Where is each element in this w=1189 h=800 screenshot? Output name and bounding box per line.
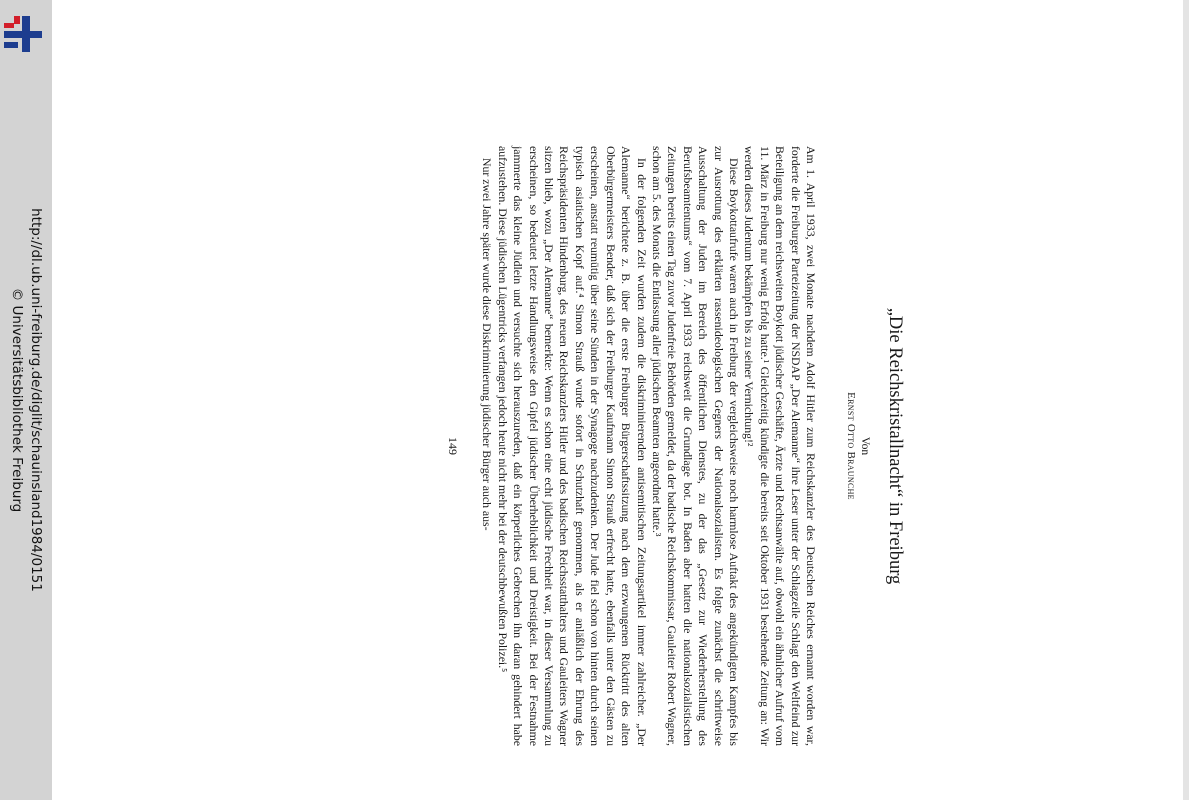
author-prefix: Von bbox=[859, 436, 871, 456]
paragraph-2: Diese Boykottaufrufe waren auch in Freiburg der vergleichsweise noch harmlose Auftakt des angekündigten Kampfes bis zur Ausrottung des erklärten rassenideologischen Gegners der Nationalsozialisten. Es folgte zunächst die schrittweise Ausschaltung der Juden im Bereich des öffentlichen Dienstes, zu der das „Gesetz zur Wiederherstellung des Berufsbeamtentums“ vom 7. April 1933 reichsweit die Grundlage bot. In Baden aber hatten die nationalsozialistischen Zeitungen bereits einen Tag zuvor Judenfreie Behörden gemeldet, da der badische Reichskommissar, Gauleiter Robert Wagner, schon am 5. des Monats die Entlassung aller jüdischen Beamten angeordnet hatte.³ bbox=[649, 146, 741, 746]
copyright-notice: © Universitätsbibliothek Freiburg bbox=[9, 287, 25, 513]
viewer-sidebar bbox=[0, 0, 52, 800]
document-url[interactable]: http://dl.ub.uni-freiburg.de/diglit/schauinsland1984/0151 bbox=[28, 208, 44, 592]
page-number: 149 bbox=[446, 437, 460, 455]
scrollbar-track[interactable] bbox=[1183, 0, 1189, 800]
author-name: Ernst Otto Braunche bbox=[845, 392, 857, 500]
paragraph-3: In der folgenden Zeit wurden zudem die diskriminierenden antisemitischen Zeitungsartikel immer zahlreicher. „Der Alemanne“ berichtete z. B. über die erste Freiburger Bürgerschaftssitzung nach dem erzwungenen Rücktritt des alten Oberbürgermeisters Bender, daß sich der Freiburger Kaufmann Simon Strauß erfrecht hatte, ebenfalls unter den Gästen zu erscheinen, anstatt reumütig über seine Sünden in der Synagoge nachzudenken. Der Jude fiel schon von hinten durch seinen typisch asiatischen Kopf auf.⁴ Simon Strauß wurde sofort in Schutzhaft genommen, als er anläßlich der Ehrung des Reichspräsidenten Hindenburg, des neuen Reichskanzlers Hitler und des badischen Reichsstatthalters und Gauleiters Wagner sitzen blieb, wozu „Der Alemanne“ bemerkte: Wenn es schon eine echt jüdische Frechheit war, in dieser Versammlung zu erscheinen, so bedeutet letzte Handlungsweise den Gipfel jüdischer Überheblichkeit und Dreistigkeit. Bei der Festnahme jammerte das kleine Jüdlein und versuchte sich herauszureden, daß ein körperliches Gebrechen ihn daran gehindert habe aufzustehen. Diese jüdischen Lügentricks verfangen jedoch heute nicht mehr bei der deutschbewußten Polizei.⁵ bbox=[495, 146, 649, 746]
paragraph-4: Nur zwei Jahre später wurde diese Diskriminierung jüdischer Bürger auch aus- bbox=[480, 158, 495, 531]
paragraph-1: Am 1. April 1933, zwei Monate nachdem Adolf Hitler zum Reichskanzler des Deutschen Reiches ernannt worden war, forderte die Freiburger Parteizeitung der NSDAP „Der Alemanne“ ihre Leser unter der Schlagzeile Schlagt den Weltfeind zur Beteiligung an dem reichsweiten Boykott jüdischer Geschäfte, Ärzte und Rechtsanwälte auf, obwohl ein ähnlicher Aufruf vom 11. März in Freiburg nur wenig Erfolg hatte.¹ Gleichzeitig kündigte die bereits seit Oktober 1931 bestehende Zeitung an: Wir werden dieses Judentum bekämpfen bis zu seiner Vernichtung!² bbox=[742, 146, 818, 746]
document-page bbox=[388, 146, 908, 746]
page-title: „Die Reichskristallnacht“ in Freiburg bbox=[885, 307, 905, 585]
sidebar-citation bbox=[4, 10, 48, 790]
